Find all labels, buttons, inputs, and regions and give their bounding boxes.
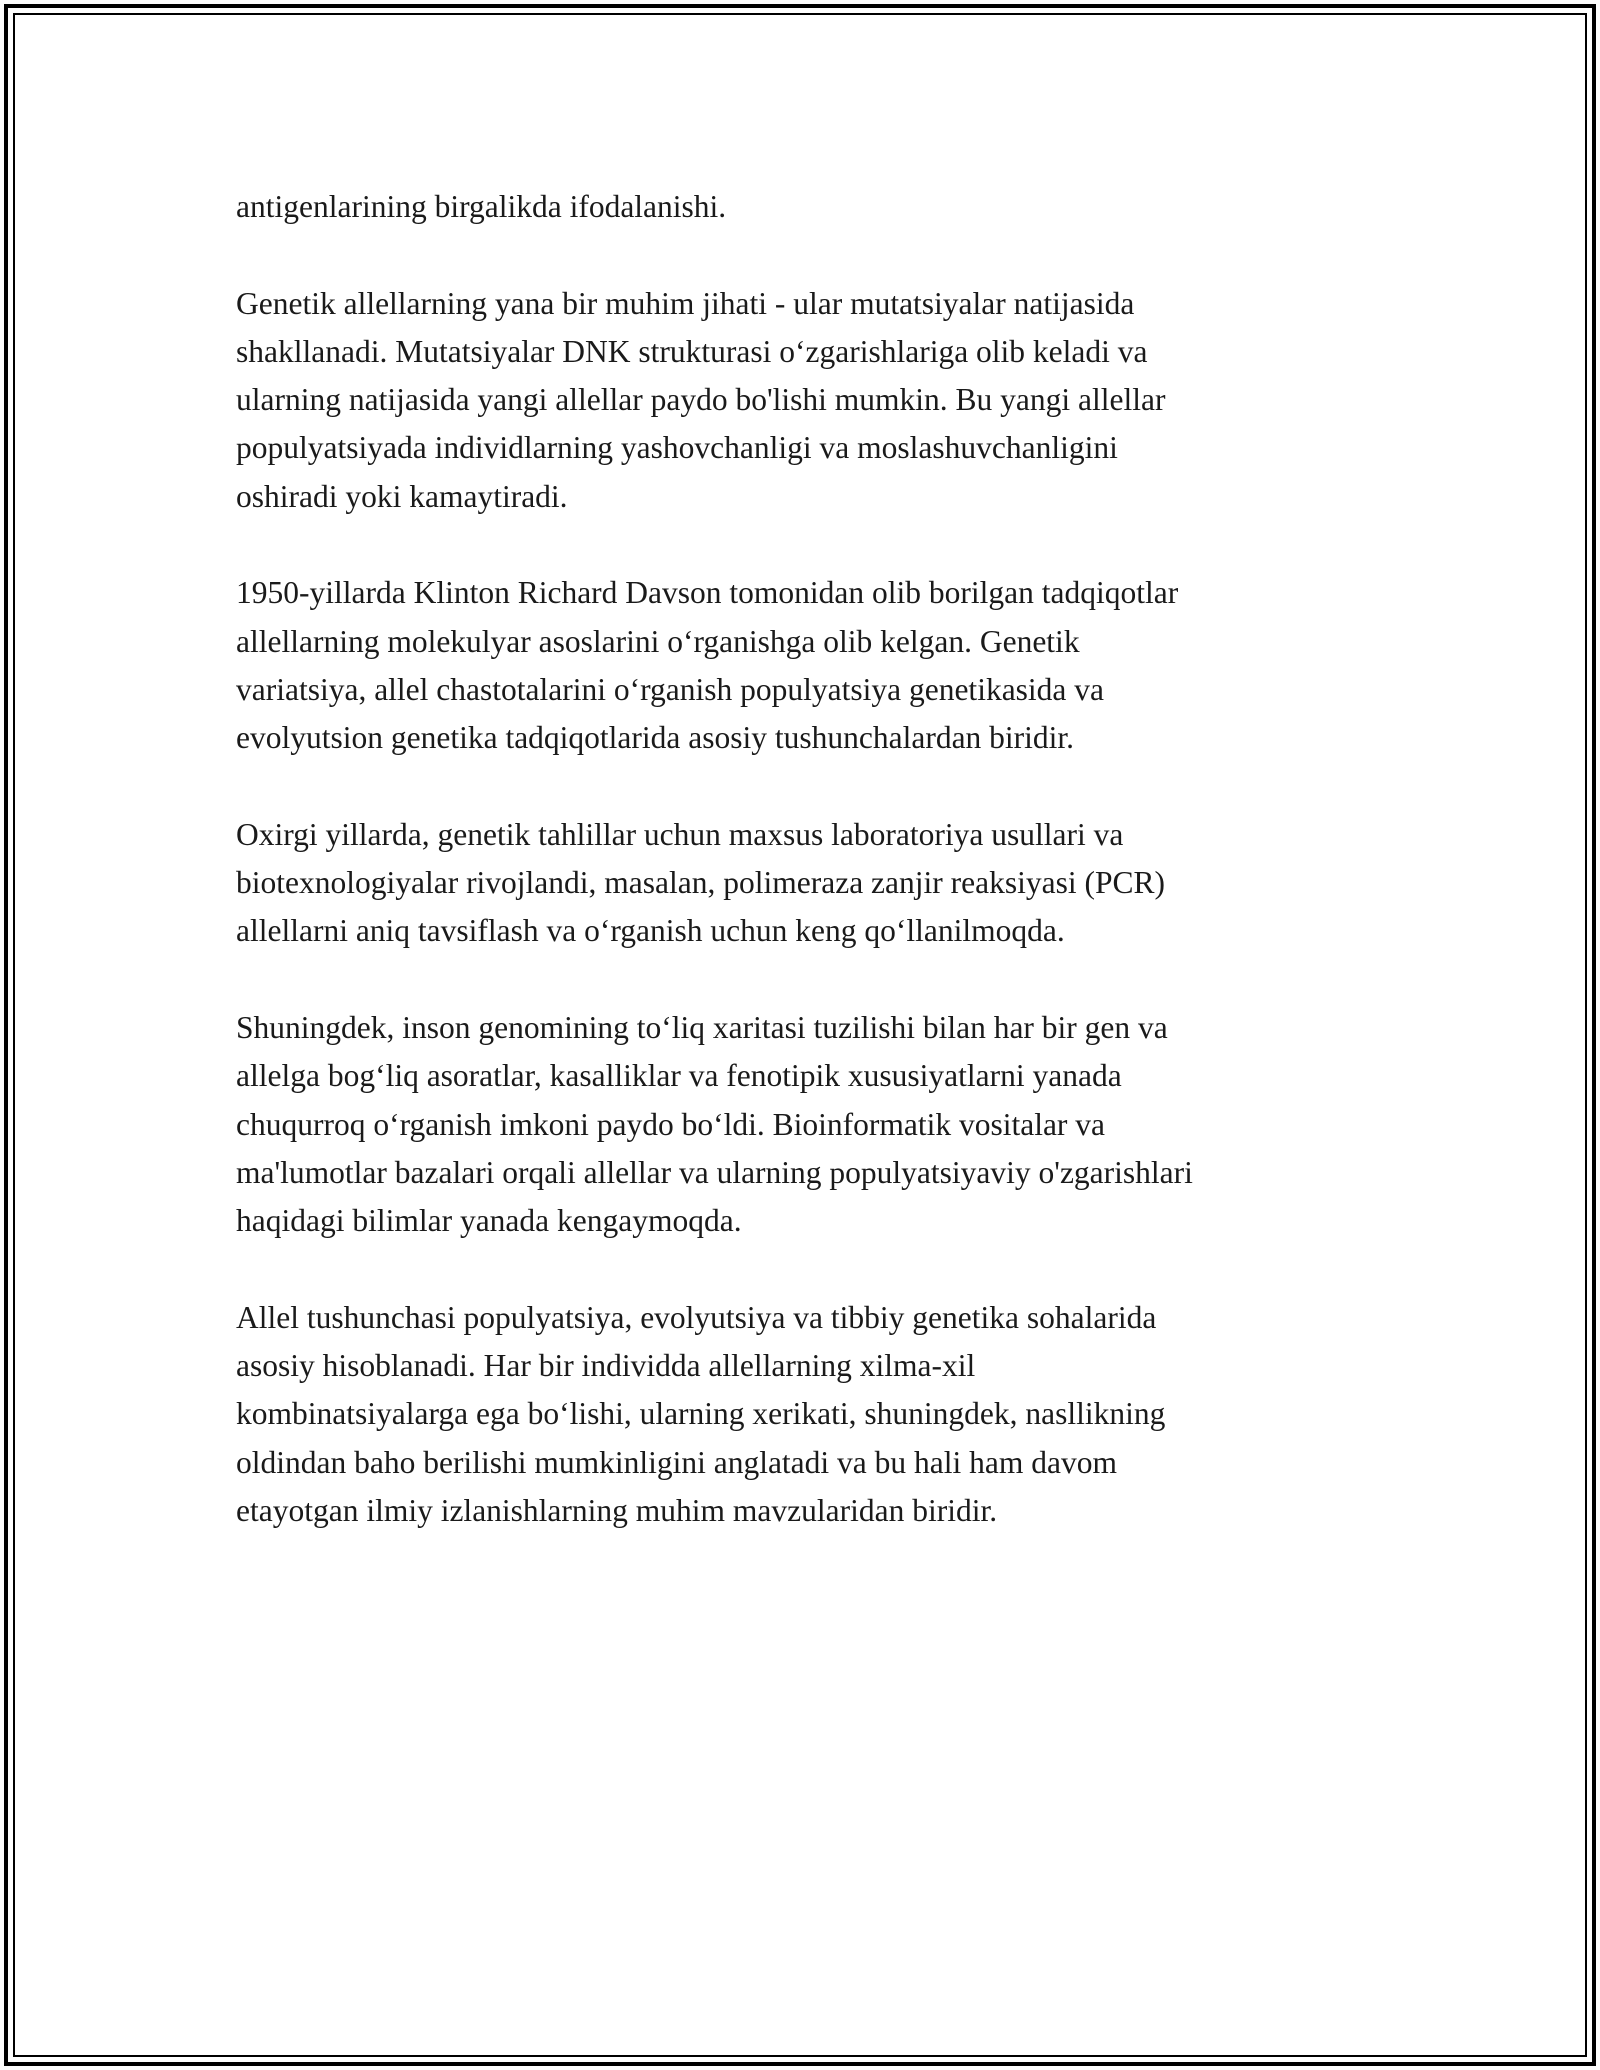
paragraph-3: 1950-yillarda Klinton Richard Davson tomonidan olib borilgan tadqiqotlar allellarning molekulyar asoslarini o‘rganishga olib kelgan. Genetik variatsiya, allel chastotalarini o‘rganish populyatsiya genetikasida va evolyutsion genetika tadqiqotlarida asosiy tushunchalardan biridir. bbox=[236, 575, 1179, 756]
paragraph-6: Allel tushunchasi populyatsiya, evolyutsiya va tibbiy genetika sohalarida asosiy hisoblanadi. Har bir individda allellarning xilma-xil kombinatsiyalarga ega bo‘lishi, ularning xerikati, shuningdek, nasllikning oldindan baho berilishi mumkinligini anglatadi va bu hali ham davom etayotgan ilmiy izlanishlarning muhim mavzularidan biridir. bbox=[236, 1299, 1166, 1529]
paragraph-2: Genetik allellarning yana bir muhim jihati - ular mutatsiyalar natijasida shakllanadi. Mutatsiyalar DNK strukturasi o‘zgarishlariga olib keladi va ularning natijasida yangi allellar paydo bo'lishi mumkin. Bu yangi allellar populyatsiyada individlarning yashovchanligi va moslashuvchanligini oshiradi yoki kamaytiradi. bbox=[236, 285, 1166, 514]
paragraph-4: Oxirgi yillarda, genetik tahlillar uchun maxsus laboratoriya usullari va biotexnologiyalar rivojlandi, masalan, polimeraza zanjir reaksiyasi (PCR) allellarni aniq tavsiflash va o‘rganish uchun keng qo‘llanilmoqda. bbox=[236, 816, 1165, 949]
document-body bbox=[236, 183, 1386, 1584]
paragraph-5: Shuningdek, inson genomining to‘liq xaritasi tuzilishi bilan har bir gen va allelga bog‘liq asoratlar, kasalliklar va fenotipik xususiyatlarni yanada chuqurroq o‘rganish imkoni paydo bo‘ldi. Bioinformatik vositalar va ma'lumotlar bazalari orqali allellar va ularning populyatsiyaviy o'zgarishlari haqidagi bilimlar yanada kengaymoqda. bbox=[236, 1010, 1193, 1239]
paragraph-1: antigenlarining birgalikda ifodalanishi. bbox=[236, 189, 727, 224]
